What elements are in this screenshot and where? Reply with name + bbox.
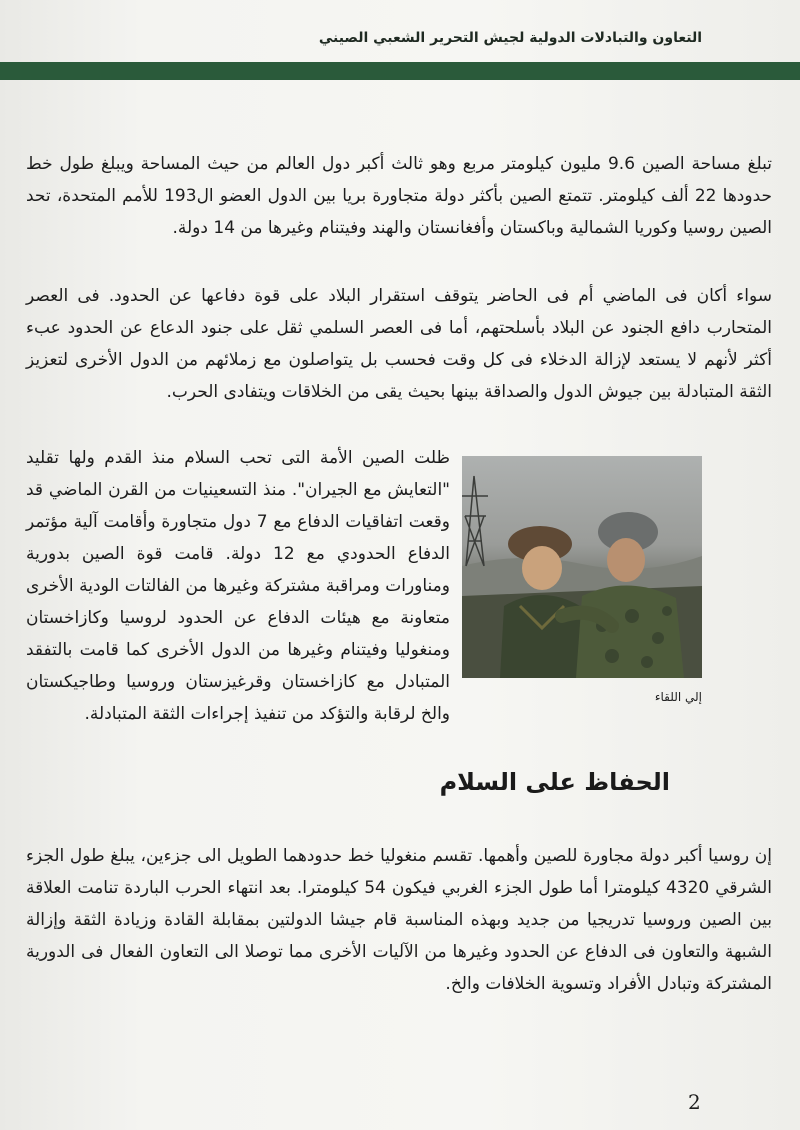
paragraph-4: إن روسيا أكبر دولة مجاورة للصين وأهمها. تقسم منغوليا خط حدودهما الطويل الى جزءين، يبلغ طول الجزء الشرقي 4320 كيلومترا أما طول الجزء الغربي فيكون 54 كيلومترا. بعد انتهاء الحرب الباردة تنامت العلاقة بين الصين وروسيا تدريجيا من جديد وبهذه المناسبة قام جيشا الدولتين بمقابلة القادة وزيادة الثقة وإزالة الشبهة والتعاون فى الدفاع عن الحدود وغيرها من الآليات الأخرى مما توصلا الى التعاون الفعال فى الدورية المشتركة وتبادل الأفراد وتسوية الخلافات والخ.	[26, 846, 772, 994]
running-header-title: التعاون والتبادلات الدولية لجيش التحرير الشعبي الصيني	[318, 30, 702, 46]
paragraph-2: سواء أكان فى الماضي أم فى الحاضر يتوقف استقرار البلاد على قوة دفاعها عن الحدود. فى العصر المتحارب دافع الجنود عن البلاد بأسلحتهم، أما فى العصر السلمي ثقل على جنود الدعاع عن الحدود عبء أكثر لأنهم لا يستعد لإزالة الدخلاء فى كل وقت فحسب بل يتواصلون مع زملائهم من الدول الأخرى لتعزيز الثقة المتبادلة بين جيوش الدول والصداقة بينها بحيث يقى من الخلاقات ويتفادى الحرب.	[26, 286, 772, 402]
section-heading: الحفاظ على السلام	[439, 768, 670, 796]
paragraph-3: ظلت الصين الأمة التى تحب السلام منذ القدم ولها تقليد "التعايش مع الجيران". منذ التسعينيات من القرن الماضي قد وقعت اتفاقيات الدفاع مع 7 دول متجاورة وأقامت آلية مؤتمر الدفاع الحدودي مع 12 دولة. قامت قوة الصين بدورية ومناورات ومراقبة مشتركة وغيرها من الفالتات الودية الأخرى متعاونة مع هيئات الدفاع عن الحدود لروسيا وكازاخستان ومنغوليا وفيتنام وغيرها من الدول الأخرى كما قامت بالتفقد المتبادل مع كازاخستان وقرغيزستان وروسيا وطاجيكستان والخ لرقابة والتؤكد من تنفيذ إجراءات الثقة المتبادلة.	[26, 448, 450, 724]
soldiers-photo-illustration	[462, 456, 702, 678]
paragraph-1: تبلغ مساحة الصين 9.6 مليون كيلومتر مربع وهو ثالث أكبر دول العالم من حيث المساحة ويبلغ طول خط حدودها 22 ألف كيلومتر. تتمتع الصين بأكثر دولة متجاورة بريا بين الدول العضو ال193 للأمم المتحدة، تحد الصين روسيا وكوريا الشمالية وباكستان وأفغانستان والهند وفيتنام وغيرها من 14 دولة.	[26, 154, 773, 238]
photo-caption: إلي اللقاء	[654, 690, 702, 704]
header-band	[0, 62, 800, 80]
soldiers-photo	[462, 456, 702, 678]
page-number: 2	[688, 1090, 701, 1114]
